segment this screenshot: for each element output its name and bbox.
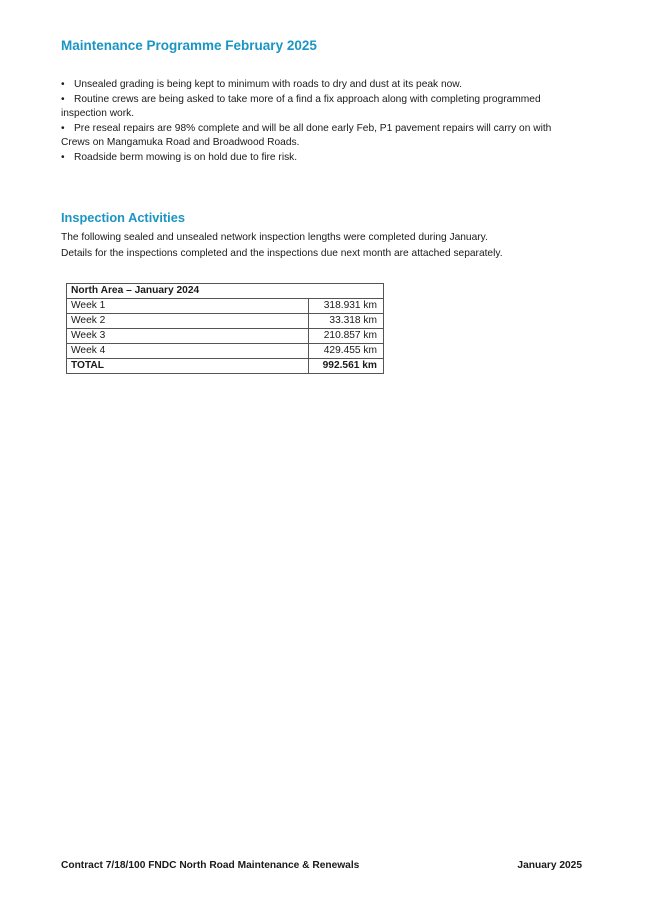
inspection-table: [66, 283, 384, 374]
row-value: 33.318 km: [309, 314, 384, 329]
table-row: [67, 344, 384, 359]
maintenance-bullet-list: [61, 78, 561, 166]
inspection-heading: Inspection Activities: [61, 210, 185, 225]
bullet-item: • Routine crews are being asked to take more of a find a fix approach along with completing programmed inspection work.: [61, 93, 541, 120]
row-value: 210.857 km: [309, 329, 384, 344]
footer-contract: Contract 7/18/100 FNDC North Road Maintenance & Renewals: [61, 860, 360, 871]
table-row: [67, 329, 384, 344]
bullet-item: • Roadside berm mowing is on hold due to fire risk.: [61, 151, 561, 166]
row-value: 429.455 km: [309, 344, 384, 359]
total-value: 992.561 km: [309, 359, 384, 374]
bullet-icon: •: [61, 151, 65, 163]
table-total-row: [67, 359, 384, 374]
bullet-icon: •: [61, 93, 65, 105]
table-header-row: [67, 284, 384, 299]
inspection-paragraph: Details for the inspections completed and the inspections due next month are attached separately.: [61, 248, 503, 259]
page-footer: [61, 860, 582, 871]
table-header: North Area – January 2024: [67, 284, 384, 299]
table-row: [67, 299, 384, 314]
bullet-icon: •: [61, 79, 65, 90]
row-label: Week 4: [67, 344, 309, 359]
bullet-item: • Unsealed grading is being kept to minimum with roads to dry and dust at its peak now.: [61, 78, 561, 93]
total-label: TOTAL: [67, 359, 309, 374]
row-label: Week 1: [67, 299, 309, 314]
bullet-item: • Pre reseal repairs are 98% complete and will be all done early Feb, P1 pavement repairs will carry on with Crews on Mangamuka Road and Broadwood Roads.: [61, 122, 552, 149]
maintenance-heading: Maintenance Programme February 2025: [61, 38, 317, 53]
row-value: 318.931 km: [309, 299, 384, 314]
inspection-paragraph: The following sealed and unsealed network inspection lengths were completed during January.: [61, 232, 488, 243]
table-row: [67, 314, 384, 329]
bullet-icon: •: [61, 122, 65, 134]
row-label: Week 2: [67, 314, 309, 329]
row-label: Week 3: [67, 329, 309, 344]
footer-date: January 2025: [517, 860, 582, 871]
